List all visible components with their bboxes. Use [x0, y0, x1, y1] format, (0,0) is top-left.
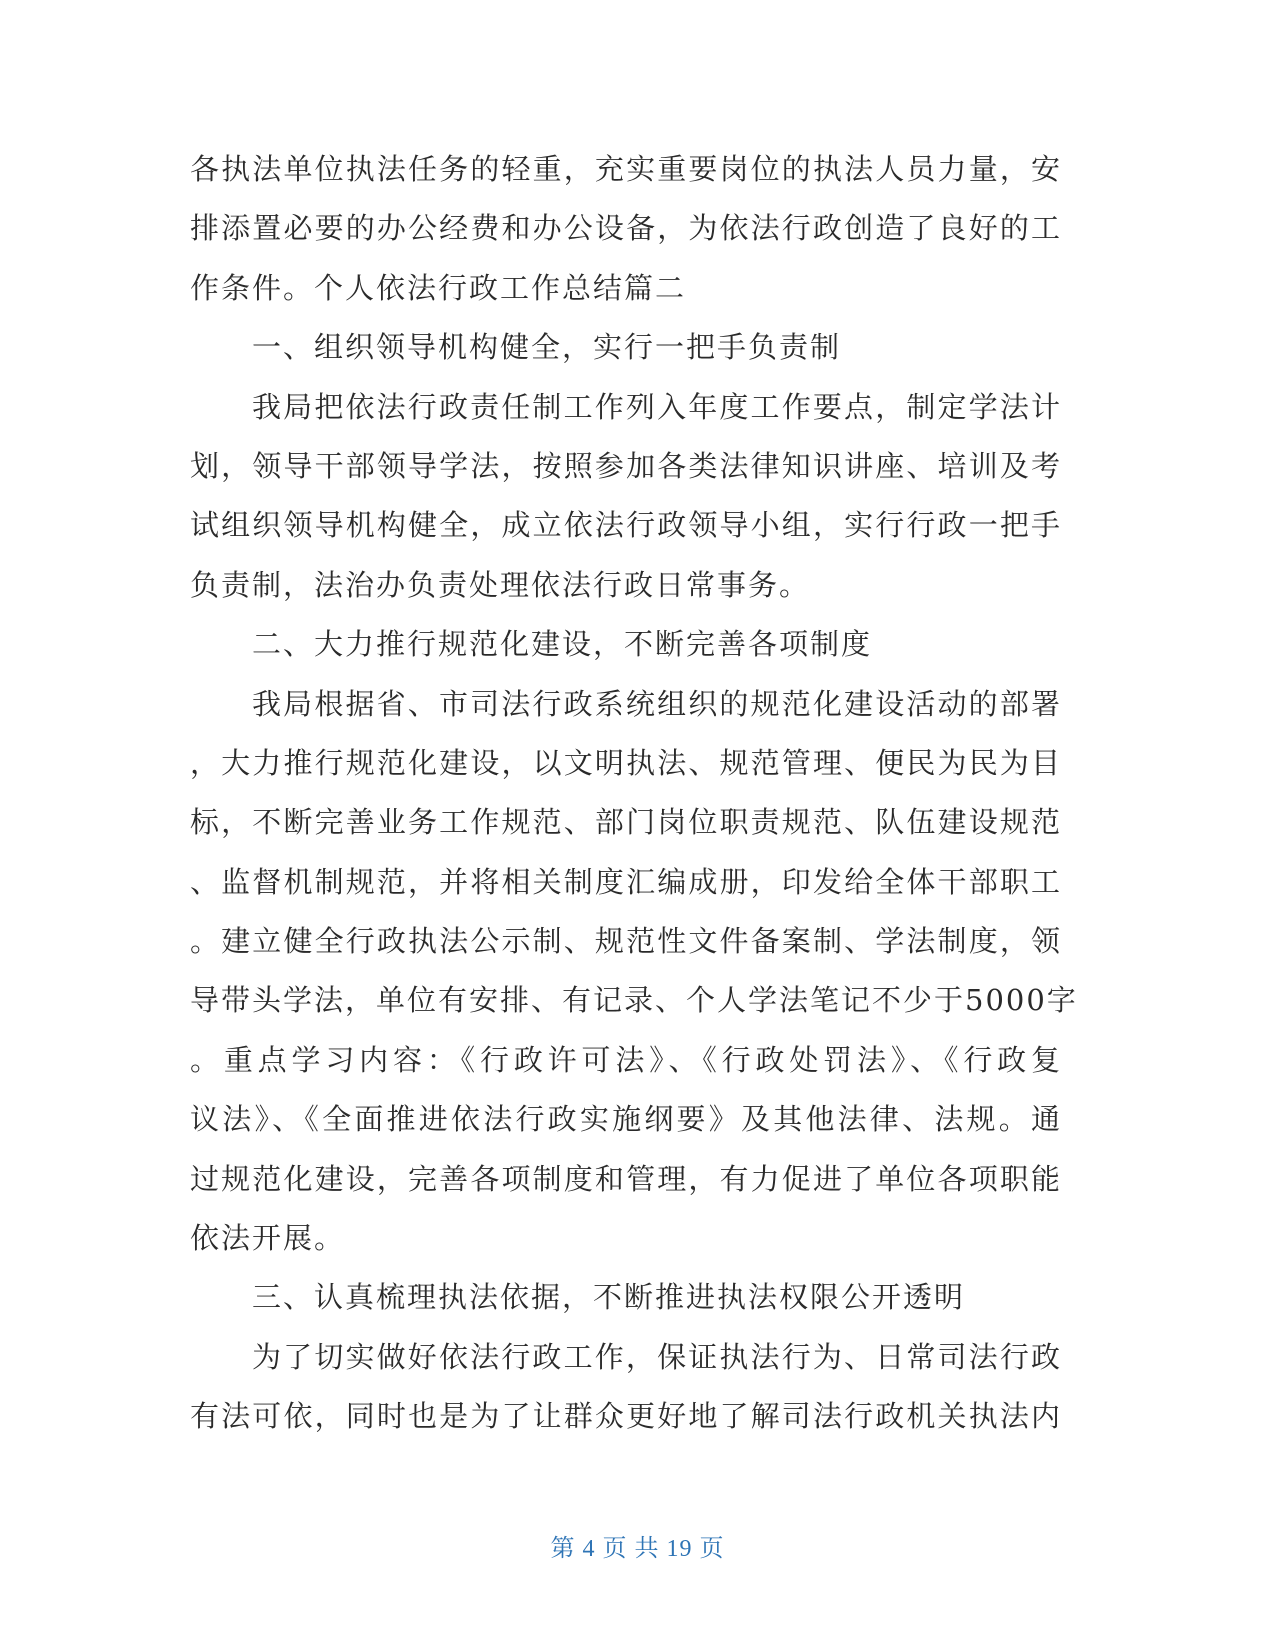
text-line: 负责制，法治办负责处理依法行政日常事务。 [190, 567, 811, 602]
text-line: 我局根据省、市司法行政系统组织的规范化建设活动的部署 [252, 686, 1062, 721]
text-line: 。重点学习内容：《行政许可法》、《行政处罚法》、《行政复 [190, 1042, 1062, 1077]
document-body [190, 140, 1078, 1447]
text-line: 划，领导干部领导学法，按照参加各类法律知识讲座、培训及考 [190, 448, 1062, 483]
text-line: 依法开展。 [190, 1221, 346, 1256]
text-line: 各执法单位执法任务的轻重，充实重要岗位的执法人员力量，安 [190, 152, 1062, 186]
text-line: 作条件。个人依法行政工作总结篇二 [190, 270, 687, 305]
text-line: 过规范化建设，完善各项制度和管理，有力促进了单位各项职能 [190, 1161, 1062, 1196]
text-line: 试组织领导机构健全，成立依法行政领导小组，实行行政一把手 [190, 508, 1062, 543]
text-line: 。建立健全行政执法公示制、规范性文件备案制、学法制度，领 [190, 924, 1062, 959]
page-number-footer: 第 4 页 共 19 页 [550, 1536, 725, 1562]
section-heading: 一、组织领导机构健全，实行一把手负责制 [252, 330, 842, 365]
text-line: 、监督机制规范，并将相关制度汇编成册，印发给全体干部职工 [190, 864, 1062, 899]
text-line: 有法可依，同时也是为了让群众更好地了解司法行政机关执法内 [190, 1399, 1062, 1434]
text-line: 导带头学法，单位有安排、有记录、个人学法笔记不少于5000字 [190, 983, 1078, 1018]
text-line: ，大力推行规范化建设，以文明执法、规范管理、便民为民为目 [190, 745, 1062, 780]
text-line: 议法》、《全面推进依法行政实施纲要》及其他法律、法规。通 [190, 1102, 1062, 1137]
section-heading: 三、认真梳理执法依据，不断推进执法权限公开透明 [252, 1280, 966, 1315]
text-line: 标，不断完善业务工作规范、部门岗位职责规范、队伍建设规范 [190, 805, 1062, 840]
text-line: 我局把依法行政责任制工作列入年度工作要点，制定学法计 [252, 389, 1062, 424]
section-heading: 二、大力推行规范化建设，不断完善各项制度 [252, 627, 873, 662]
text-line: 为了切实做好依法行政工作，保证执法行为、日常司法行政 [252, 1339, 1062, 1374]
text-line: 排添置必要的办公经费和办公设备，为依法行政创造了良好的工 [190, 211, 1062, 246]
